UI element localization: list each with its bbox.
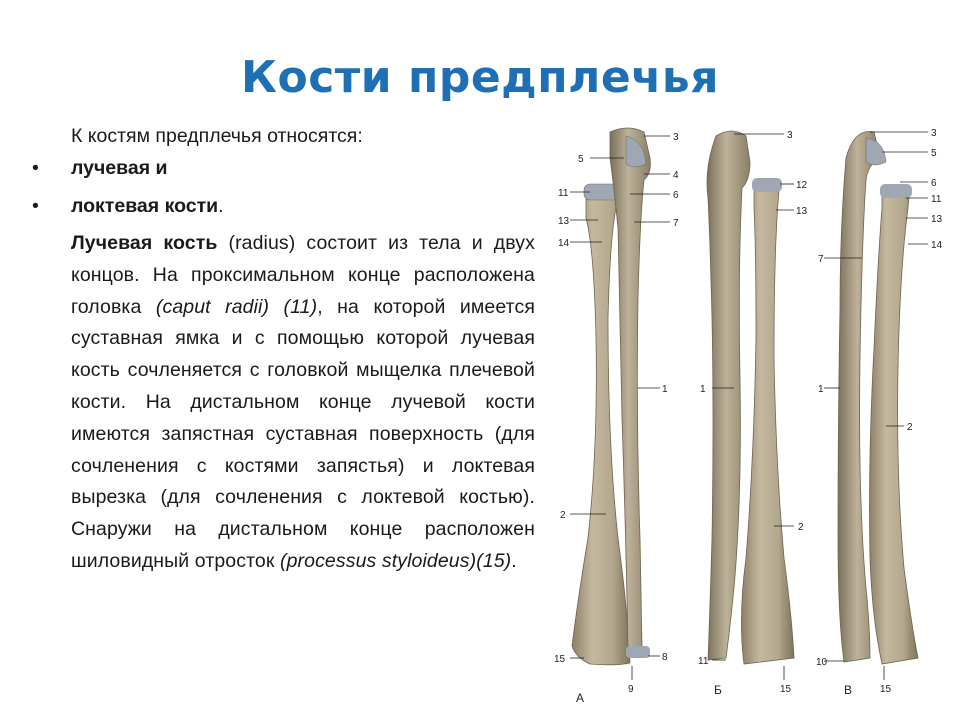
bone-label: 11 — [931, 194, 942, 205]
bone-label: 11 — [698, 656, 709, 667]
bone-label: 5 — [578, 154, 584, 165]
bone-label: 6 — [931, 178, 937, 189]
view-a — [572, 128, 650, 665]
bone-label: 7 — [673, 218, 679, 229]
para-latin-term: (processus styloideus)(15) — [280, 549, 512, 572]
bone-label: 5 — [931, 148, 937, 159]
bone-label: 13 — [931, 214, 943, 225]
para-lead: Лучевая кость — [71, 232, 218, 254]
bone-label: 15 — [780, 684, 792, 695]
radius-head-cartilage — [880, 184, 912, 198]
bone-label: 13 — [558, 216, 570, 227]
bone-label: 3 — [931, 128, 937, 139]
bullet-icon: • — [32, 195, 39, 217]
para-text: , на которой имеется суставная ямка и с помощью которой лучевая кость сочленяется с головкой мыщелка плечевой кости. На дистальном конце лучевой кости имеются запястная суставная поверхность (для сочленения с костями запястья) и локтевая вырезка (для сочленения с локтевой костью). Снаружи на дистальном конце расположен шиловидный отросток — [71, 295, 535, 572]
bone-label: 1 — [700, 384, 706, 395]
bullet-icon: • — [32, 157, 39, 179]
bone-label: 3 — [787, 130, 793, 141]
bone-label: 6 — [673, 190, 679, 201]
view-caption: Б — [714, 683, 722, 697]
view-caption: А — [576, 691, 585, 705]
para-text: (radius) состоит из тела и двух концов. На проксимальном конце расположена головка — [71, 232, 536, 318]
bone-label: 15 — [554, 654, 566, 665]
ulna-head-cartilage — [626, 646, 650, 658]
bone-label: 2 — [907, 422, 913, 433]
bullet-text: лучевая и — [71, 157, 168, 179]
bone-label: 8 — [662, 652, 668, 663]
bones-svg — [548, 118, 950, 708]
bone-label: 7 — [818, 254, 824, 265]
bone-label: 11 — [558, 188, 569, 199]
bone-label: 15 — [880, 684, 892, 695]
bone-label: 2 — [798, 522, 804, 533]
bone-label: 12 — [796, 180, 808, 191]
bone-label: 10 — [816, 657, 828, 668]
bullet-text: локтевая кости — [71, 195, 219, 217]
text-block — [30, 120, 535, 578]
bone-label: 1 — [662, 384, 668, 395]
slide-title: Кости предплечья — [241, 52, 719, 103]
radius-bone — [741, 180, 794, 664]
view-b — [707, 131, 794, 664]
intro-text: К костям предплечья относятся: — [71, 125, 363, 147]
view-caption: В — [844, 683, 853, 697]
bullet-item — [30, 190, 535, 222]
bone-label: 14 — [558, 238, 570, 249]
bone-label: 2 — [560, 510, 566, 521]
bullet-suffix: . — [218, 195, 224, 217]
bone-label: 1 — [818, 384, 824, 395]
bullet-item — [30, 152, 535, 184]
trochlear-notch — [866, 138, 886, 165]
view-c — [838, 132, 918, 664]
bone-label: 13 — [796, 206, 808, 217]
para-text: . — [511, 549, 517, 572]
bone-label: 3 — [673, 132, 679, 143]
bone-label: 9 — [628, 684, 634, 695]
radius-head-cartilage — [752, 178, 782, 192]
para-latin-term: (caput radii) (11) — [155, 295, 318, 318]
bone-label: 14 — [931, 240, 943, 251]
forearm-bones-illustration — [548, 118, 950, 708]
radius-description — [30, 228, 535, 578]
bone-label: 4 — [673, 170, 679, 181]
